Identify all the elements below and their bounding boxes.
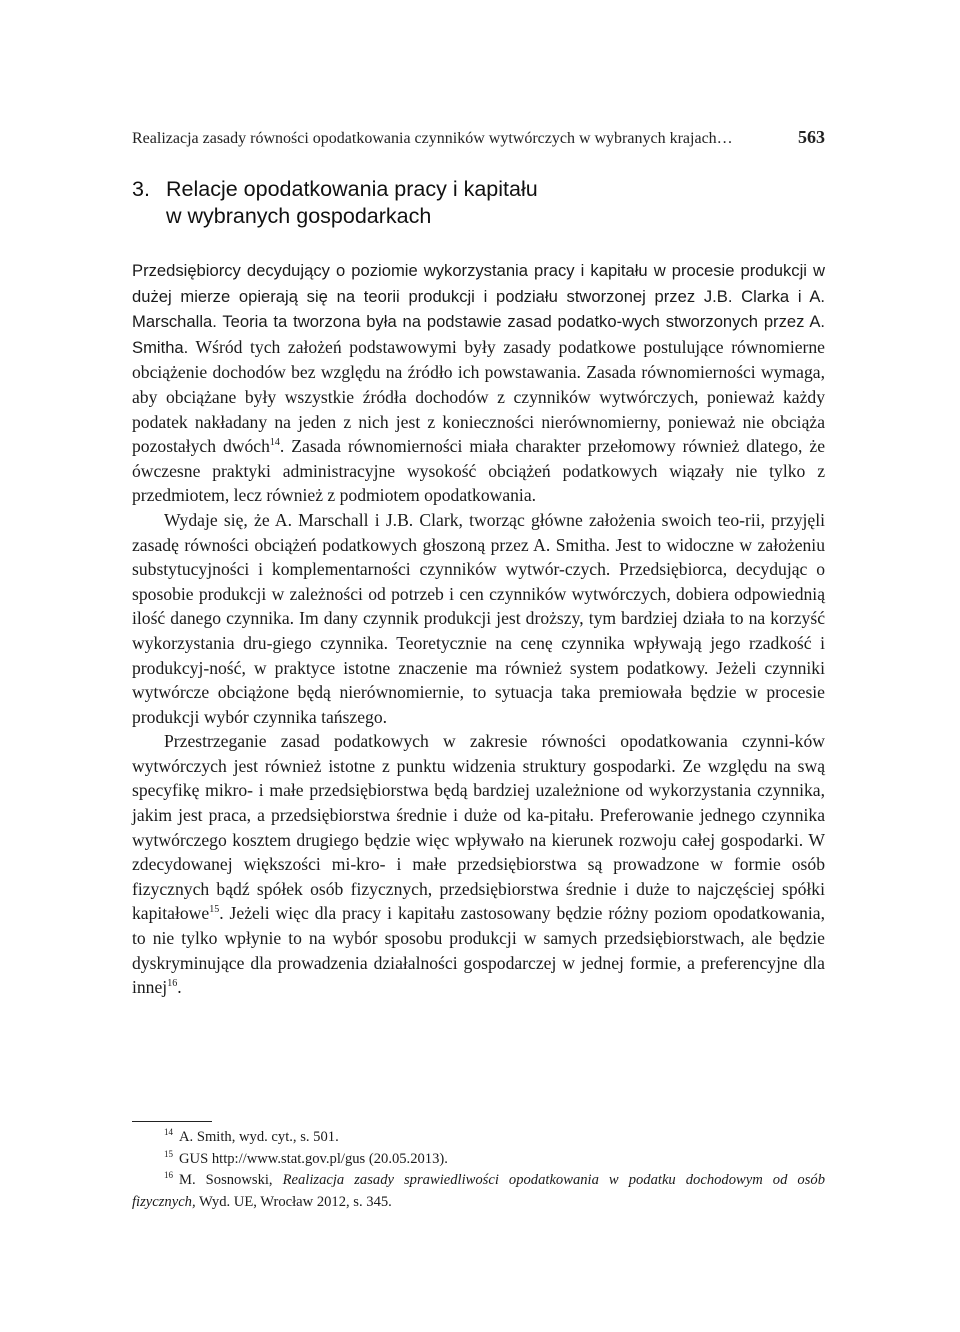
footnote-number: 16 — [164, 1170, 173, 1181]
paragraph-3-part-b: . Jeżeli więc dla pracy i kapitału zastosowany będzie różny poziom opodatkowania, to nie tylko wpłynie to na wybór sposobu produkcji w samych przedsiębiorstwach, ale będzie dyskryminujące dla prowadzenia działalności gospodarczej w jednej formie, a preferencyjne dla innej — [132, 903, 825, 998]
paragraph-1-part-e: . Zasada równomierności miała charakter przełomowy również dlatego, że ówczesne praktyki administracyjne wysokość obciążeń podatkowych wiązały nie tylko z przedmiotem, lecz również z podmiotem opodatkowania. — [132, 436, 825, 506]
footnote-14 — [132, 1127, 825, 1149]
paragraph-3-part-a: Przestrzeganie zasad podatkowych w zakresie równości opodatkowania czynni-ków wytwórczych jest również istotne z punktu widzenia struktury gospodarki. Ze względu na swą specyfikę mikro- i małe przedsiębiorstwa będą bardziej uzależnione od wykorzystania czynnika, jakim jest praca, a przedsiębiorstwa średnie i duże od ka-pitału. Preferowanie jednego czynnika wytwórczego kosztem drugiego będzie więc wpływało na kierunek rozwoju całej gospodarki. W zdecydowanej większości mi-kro- i małe przedsiębiorstwa są prowadzone w formie osób fizycznych bądź spółek osób fizycznych, przedsiębiorstwa średnie i duże to najczęściej spółki kapitałowe — [132, 731, 825, 924]
section-title-line-1: Relacje opodatkowania pracy i kapitału — [166, 177, 538, 201]
footnote-number: 15 — [164, 1148, 173, 1159]
footnote-number: 14 — [164, 1127, 173, 1138]
footnote-text: A. Smith, wyd. cyt., s. 501. — [179, 1129, 339, 1145]
footnote-ref-15[interactable]: 15 — [209, 904, 220, 916]
body-text — [132, 258, 825, 1000]
footnote-ref-16[interactable]: 16 — [167, 978, 178, 990]
paragraph-1-part-b: Teoria ta tworzona była na podstawie zasad podatko-wych stworzonych przez A. Smitha. — [132, 312, 825, 357]
footnotes — [132, 1127, 825, 1213]
paragraph-1-part-c: Wśród tych założeń podstawowymi były zasady podatkowe postulujące równomierne obciążenie dochodów bez względu na źródło ich powstawania. — [132, 336, 825, 383]
paragraph-2: Wydaje się, że A. Marschall i J.B. Clark, tworząc główne założenia swoich teo-rii, przyjęli zasadę równości obciążeń podatkowych głoszoną przez A. Smitha. Jest to widoczne w założeniu substytucyjności i komplementarności czynników wytwór-czych. Przedsiębiorca, decydując o sposobie produkcji w zależności od potrzeb i cen czynników wytwórczych, dobiera odpowiednią ilość danego czynnika. Im dany czynnik produkcji jest droższy, tym bardziej działa to na korzyść wykorzystania dru-giego czynnika. Teoretycznie na cenę czynnika wpływają jego rzadkość i produkcyj-ność, w praktyce istotne znaczenie ma również system podatkowy. Jeżeli czynniki wytwórcze obciążone będą nierównomiernie, to sytuacja taka premiowała będzie w procesie produkcji wybór czynnika tańszego. — [132, 509, 825, 727]
paragraph-1 — [132, 258, 825, 508]
running-title: Realizacja zasady równości opodatkowania czynników wytwórczych w wybranych krajach… — [132, 130, 733, 147]
footnote-16 — [132, 1170, 825, 1213]
paragraph-1-part-d: Zasada równomierności wymaga, aby obciążane były wszystkie źródła dochodów z czynników wytwórczych, ponieważ każdy podatek nakładany na jeden z nich jest z konieczności nierównomierny, ponieważ nie obciąża pozostałych dwóch — [132, 362, 825, 457]
footnote-citation-title: Realizacja zasady sprawiedliwości opodatkowania w podatku dochodowym od osób fizycznych, — [132, 1172, 825, 1210]
paragraph-3 — [132, 729, 825, 1000]
page-number: 563 — [798, 127, 825, 147]
footnote-text: GUS http://www.stat.gov.pl/gus (20.05.2013). — [179, 1150, 448, 1167]
footnote-ref-14[interactable]: 14 — [269, 437, 280, 449]
section-title-line-2: w wybranych gospodarkach — [166, 204, 432, 228]
footnote-15 — [132, 1149, 825, 1171]
paragraph-3-part-c: . — [177, 977, 182, 998]
running-header — [132, 127, 825, 148]
footnote-text-plain: M. Sosnowski, — [179, 1172, 283, 1188]
footnote-text-tail: Wyd. UE, Wrocław 2012, s. 345. — [195, 1193, 392, 1210]
section-number: 3. — [132, 177, 150, 201]
section-heading — [132, 176, 825, 230]
footnote-divider — [132, 1121, 212, 1122]
paragraph-1-part-a: Przedsiębiorcy decydujący o poziomie wykorzystania pracy i kapitału w procesie produkcji w dużej mierze opierają się na teorii produkcji i podziału stworzonej przez J.B. Clarka i A. Marschalla. — [132, 261, 825, 332]
